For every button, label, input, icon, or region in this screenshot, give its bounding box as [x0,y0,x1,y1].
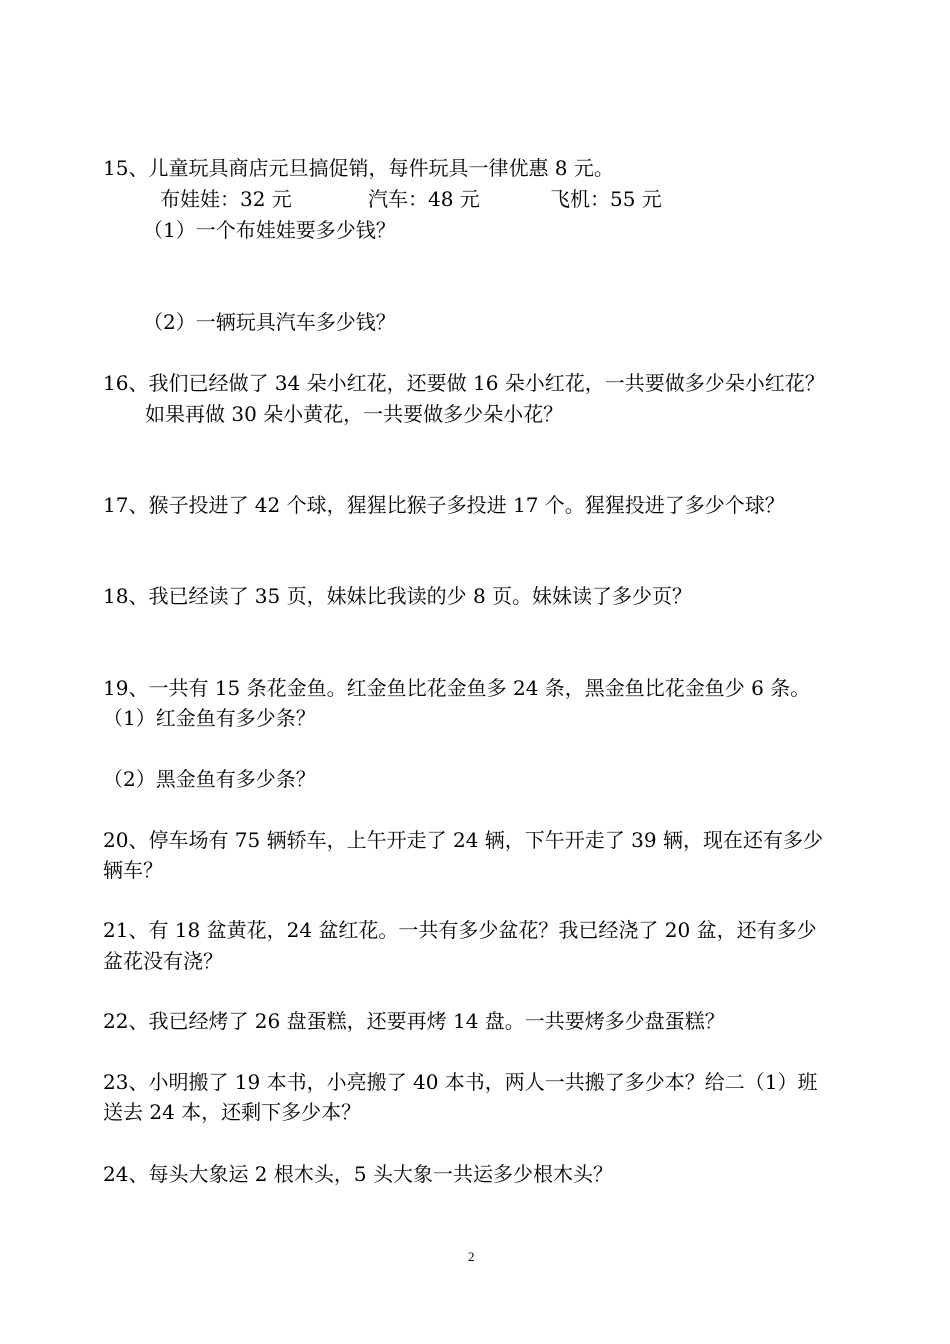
problem-22: 22、我已经烤了 26 盘蛋糕，还要再烤 14 盘。一共要烤多少盘蛋糕？ [103,1009,725,1033]
problem-23-text-cont: 送去 24 本，还剩下多少本？ [103,1100,362,1124]
problem-23-text: 23、小明搬了 19 本书，小亮搬了 40 本书，两人一共搬了多少本？给二（1）班 [103,1070,818,1094]
problem-19-sub-1: （1）红金鱼有多少条？ [103,706,316,730]
page-number: 2 [468,1249,475,1264]
problem-17: 17、猴子投进了 42 个球，猩猩比猴子多投进 17 个。猩猩投进了多少个球？ [103,493,785,517]
price-car: 汽车：48 元 [368,187,480,211]
problem-15-sub-2: （2）一辆玩具汽车多少钱？ [143,310,396,334]
problem-15-sub-1: （1）一个布娃娃要多少钱？ [143,218,396,242]
problem-19-sub-2: （2）黑金鱼有多少条？ [103,767,316,791]
problem-19-text: 19、一共有 15 条花金鱼。红金鱼比花金鱼多 24 条，黑金鱼比花金鱼少 6 条。 [103,676,811,700]
problem-15-text: 15、儿童玩具商店元旦搞促销，每件玩具一律优惠 8 元。 [103,156,614,180]
problem-24: 24、每头大象运 2 根木头，5 头大象一共运多少根木头？ [103,1162,613,1186]
price-doll: 布娃娃：32 元 [160,187,292,211]
problem-16-text-cont: 如果再做 30 朵小黄花，一共要做多少朵小花？ [145,402,564,426]
price-plane: 飞机：55 元 [550,187,662,211]
problem-21-text-cont: 盆花没有浇？ [103,949,223,973]
problem-21-text: 21、有 18 盆黄花，24 盆红花。一共有多少盆花？我已经浇了 20 盆，还有多少 [103,918,817,942]
problem-20-text: 20、停车场有 75 辆轿车，上午开走了 24 辆，下午开走了 39 辆，现在还有多少 [103,828,823,852]
problem-16-text: 16、我们已经做了 34 朵小红花，还要做 16 朵小红花，一共要做多少朵小红花？ [103,371,825,395]
problem-18: 18、我已经读了 35 页，妹妹比我读的少 8 页。妹妹读了多少页？ [103,584,693,608]
problem-20-text-cont: 辆车？ [103,858,163,882]
